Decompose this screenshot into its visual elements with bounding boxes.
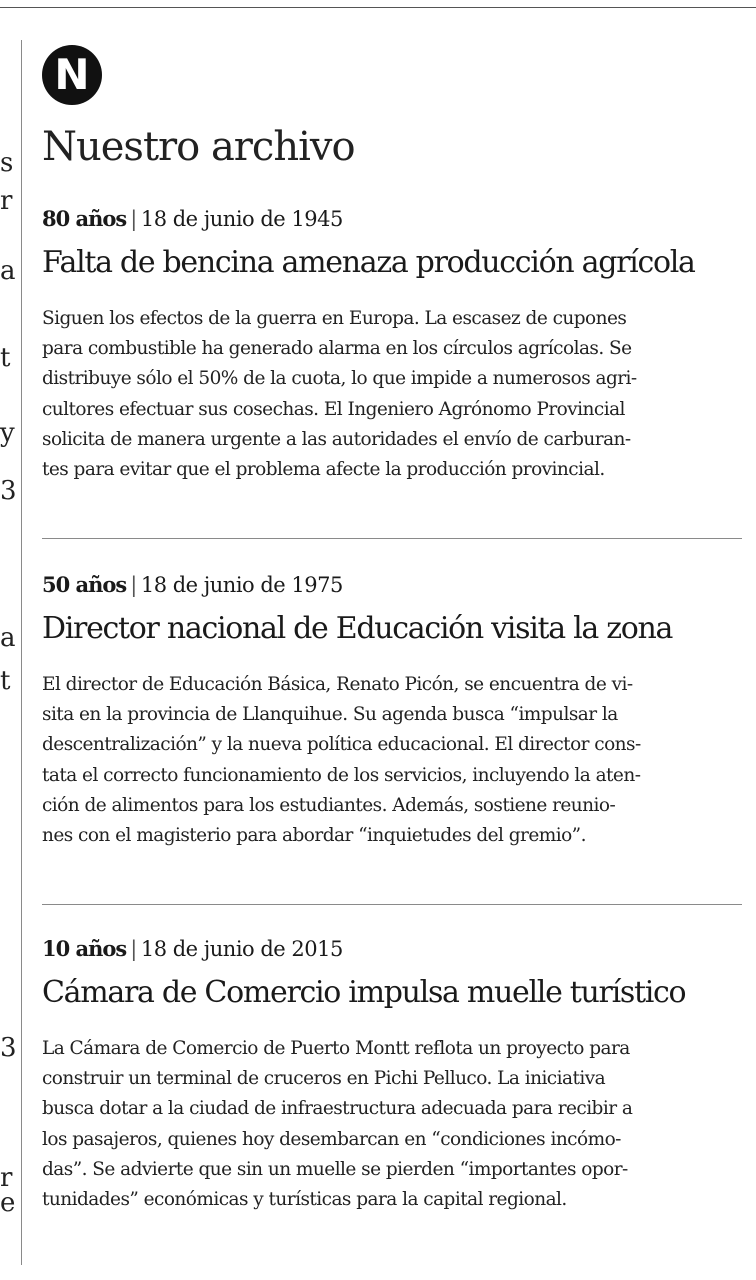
fragment-letter: y (0, 418, 15, 448)
item-date: 18 de junio de 2015 (140, 937, 343, 961)
meta-separator: | (130, 937, 137, 961)
fragment-letter: a (0, 623, 16, 653)
meta-separator: | (130, 207, 137, 231)
item-meta (42, 936, 742, 961)
fragment-letter: a (0, 256, 16, 286)
body-line: cultores efectuar sus cosechas. El Ingeniero Agrónomo Provincial (42, 398, 625, 420)
body-line: das”. Se advierte que sin un muelle se pierden “importantes opor- (42, 1158, 628, 1180)
item-date: 18 de junio de 1975 (140, 573, 343, 597)
fragment-letter: 3 (0, 1033, 17, 1063)
archive-item (42, 572, 742, 851)
item-body (42, 670, 740, 851)
newspaper-logo: N (42, 45, 102, 105)
item-headline: Cámara de Comercio impulsa muelle turístico (42, 975, 686, 1010)
item-divider (42, 904, 742, 905)
fragment-letter: r (0, 1163, 13, 1193)
body-line: La Cámara de Comercio de Puerto Montt reflota un proyecto para (42, 1038, 630, 1059)
fragment-letter: 3 (0, 476, 17, 506)
body-line: solicita de manera urgente a las autoridades el envío de carburan- (42, 428, 631, 450)
body-line: distribuye sólo el 50% de la cuota, lo que impide a numerosos agri- (42, 368, 637, 390)
item-meta (42, 206, 742, 231)
section-title: Nuestro archivo (42, 124, 355, 170)
item-date: 18 de junio de 1945 (140, 207, 343, 231)
fragment-letter: t (0, 666, 11, 696)
years-ago: 10 años (42, 936, 127, 961)
years-ago: 80 años (42, 206, 127, 231)
item-headline: Director nacional de Educación visita la zona (42, 611, 673, 646)
body-line: tata el correcto funcionamiento de los servicios, incluyendo la aten- (42, 764, 641, 786)
item-headline: Falta de bencina amenaza producción agrícola (42, 245, 695, 280)
body-line: tes para evitar que el problema afecte la producción provincial. (42, 459, 605, 481)
fragment-letter: s (0, 148, 14, 178)
fragment-letter: r (0, 186, 13, 216)
body-line: los pasajeros, quienes hoy desembarcan en “condiciones incómo- (42, 1128, 621, 1150)
fragment-letter: e (0, 1188, 16, 1218)
body-line: descentralización” y la nueva política educacional. El director cons- (42, 734, 641, 756)
body-line: El director de Educación Básica, Renato Picón, se encuentra de vi- (42, 674, 633, 695)
body-line: sita en la provincia de Llanquihue. Su agenda busca “impulsar la (42, 704, 618, 726)
body-line: Siguen los efectos de la guerra en Europa. La escasez de cupones (42, 308, 627, 329)
body-line: tunidades” económicas y turísticas para la capital regional. (42, 1189, 567, 1211)
item-body (42, 1034, 740, 1215)
archive-item (42, 936, 742, 1215)
years-ago: 50 años (42, 572, 127, 597)
item-divider (42, 538, 742, 539)
fragment-letter: t (0, 343, 11, 373)
meta-separator: | (130, 573, 137, 597)
item-body (42, 304, 740, 485)
body-line: nes con el magisterio para abordar “inquietudes del gremio”. (42, 825, 586, 847)
body-line: busca dotar a la ciudad de infraestructura adecuada para recibir a (42, 1098, 633, 1120)
archive-item (42, 206, 742, 485)
adjacent-column-fragments (0, 0, 20, 1280)
top-rule (0, 7, 756, 8)
item-meta (42, 572, 742, 597)
column-divider (21, 40, 22, 1265)
body-line: construir un terminal de cruceros en Pichi Pelluco. La iniciativa (42, 1068, 606, 1090)
body-line: ción de alimentos para los estudiantes. Además, sostiene reunio- (42, 794, 616, 816)
body-line: para combustible ha generado alarma en los círculos agrícolas. Se (42, 338, 632, 360)
